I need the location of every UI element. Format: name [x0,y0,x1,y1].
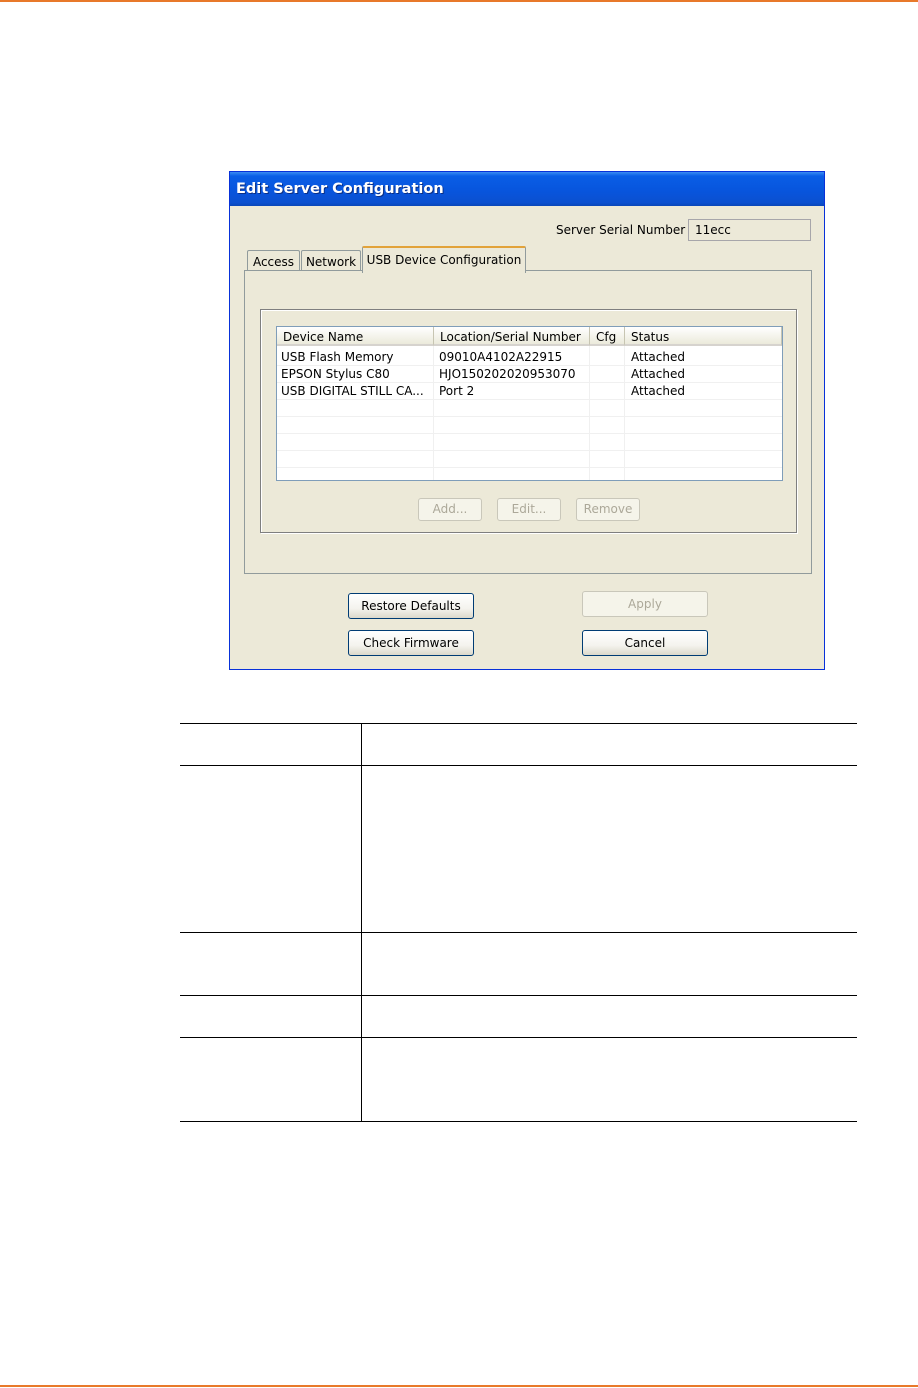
empty-row [277,467,782,481]
cell-cfg [590,365,625,382]
column-header-status[interactable]: Status [625,327,782,346]
cell-status: Attached [631,384,685,398]
empty-row [277,433,782,451]
column-header-device-name[interactable]: Device Name [277,327,434,346]
table-row[interactable] [277,382,782,400]
cell-device-name: EPSON Stylus C80 [281,367,390,381]
table-rule [180,932,857,933]
table-row[interactable] [277,365,782,383]
empty-row [277,416,782,434]
title-bar[interactable] [230,172,824,206]
field-description-table [180,723,857,1122]
dialog-title: Edit Server Configuration [236,181,444,197]
device-group-box [260,309,797,533]
tab-usb-device-configuration[interactable]: USB Device Configuration [362,246,526,273]
remove-device-button[interactable]: Remove [576,498,640,521]
table-rule [180,723,857,724]
table-rule [180,995,857,996]
empty-row [277,399,782,417]
server-serial-number-label: Server Serial Number [556,223,686,237]
table-rule [180,765,857,766]
table-rule [180,1121,857,1122]
cell-status: Attached [631,367,685,381]
cancel-button[interactable]: Cancel [582,630,708,656]
device-list-header [277,327,782,346]
cell-location: HJO150202020953070 [439,367,576,381]
cell-cfg [590,382,625,399]
apply-button[interactable]: Apply [582,591,708,617]
page-bottom-rule [0,1385,918,1387]
empty-row [277,450,782,468]
cell-location: Port 2 [439,384,475,398]
page-top-rule [0,0,918,2]
table-rule [180,1037,857,1038]
edit-device-button[interactable]: Edit... [497,498,561,521]
tab-panel [244,270,812,574]
tab-network[interactable]: Network [301,250,361,272]
device-list[interactable] [276,326,783,481]
table-row[interactable] [277,348,782,366]
column-header-location-serial[interactable]: Location/Serial Number [434,327,590,346]
tab-access[interactable]: Access [247,250,300,272]
edit-server-configuration-dialog [229,171,825,670]
check-firmware-button[interactable]: Check Firmware [348,630,474,656]
cell-location: 09010A4102A22915 [439,350,563,364]
column-header-cfg[interactable]: Cfg [590,327,625,346]
server-serial-number-field: 11ecc [688,219,811,241]
cell-status: Attached [631,350,685,364]
add-device-button[interactable]: Add... [418,498,482,521]
cell-device-name: USB DIGITAL STILL CA... [281,384,424,398]
cell-device-name: USB Flash Memory [281,350,394,364]
cell-cfg [590,348,625,365]
table-column-divider [361,723,362,1122]
restore-defaults-button[interactable]: Restore Defaults [348,593,474,619]
